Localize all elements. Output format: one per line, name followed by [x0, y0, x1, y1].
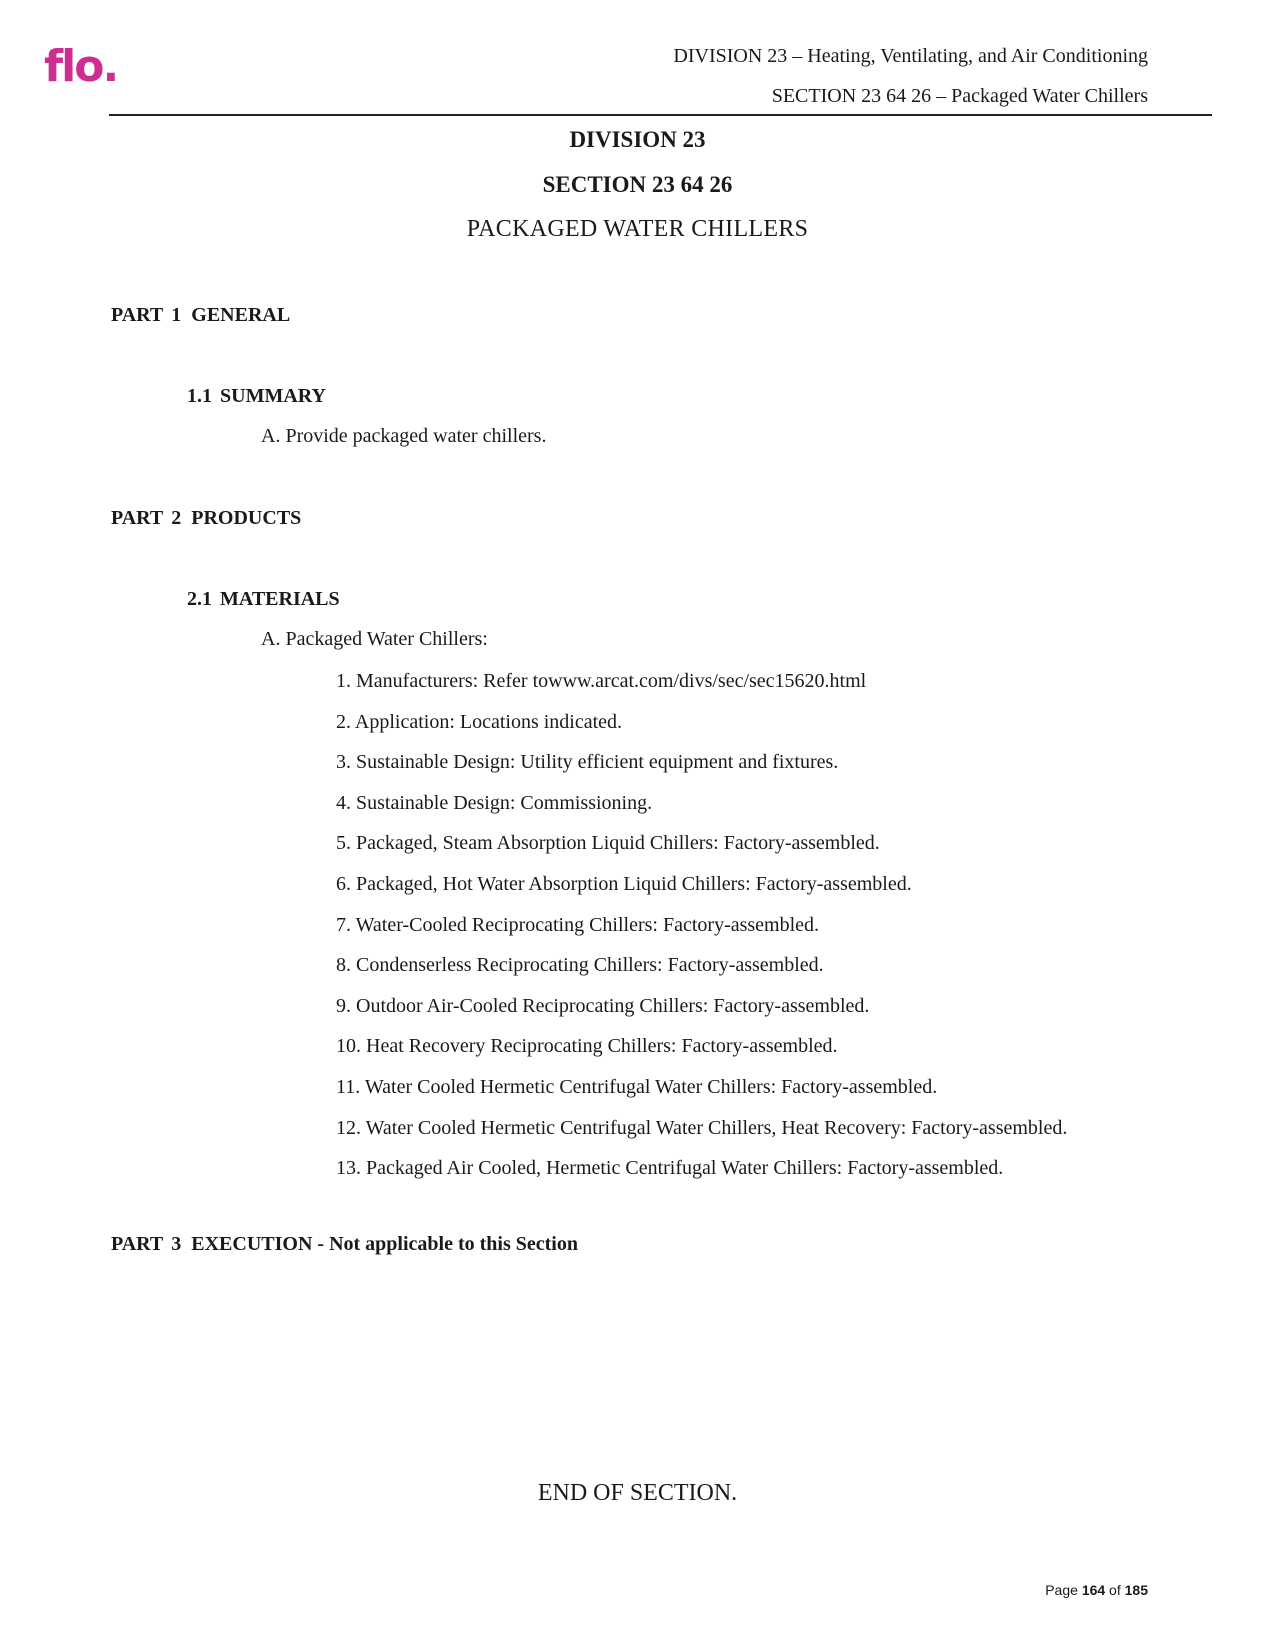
sub-1-1-label: SUMMARY [220, 385, 326, 407]
logo-text: flo. [44, 44, 118, 92]
part2-label: PRODUCTS [191, 507, 302, 529]
list-item: 12. Water Cooled Hermetic Centrifugal Water Chillers, Heat Recovery: Factory-assembled. [336, 1116, 1068, 1139]
list-item: 10. Heat Recovery Reciprocating Chillers: Factory-assembled. [336, 1035, 838, 1058]
header-section: SECTION 23 64 26 – Packaged Water Chillers [771, 85, 1148, 107]
header-division: DIVISION 23 – Heating, Ventilating, and Air Conditioning [673, 45, 1148, 67]
page-number [1045, 1582, 1148, 1598]
part3-heading [111, 1233, 578, 1256]
list-item: 7. Water-Cooled Reciprocating Chillers: Factory-assembled. [336, 913, 820, 936]
list-item: 13. Packaged Air Cooled, Hermetic Centrifugal Water Chillers: Factory-assembled. [336, 1157, 1004, 1180]
page-current: 164 [1081, 1582, 1106, 1598]
list-item: 4. Sustainable Design: Commissioning. [336, 791, 653, 814]
flo-logo [44, 44, 144, 92]
part1-number: 1 [171, 304, 182, 326]
list-item: 5. Packaged, Steam Absorption Liquid Chillers: Factory-assembled. [336, 832, 880, 855]
part1-label: GENERAL [191, 304, 291, 326]
list-item: 3. Sustainable Design: Utility efficient equipment and fixtures. [336, 751, 839, 774]
part2-prefix: PART [111, 507, 164, 529]
page-total: 185 [1124, 1582, 1148, 1598]
part3-suffix: - Not applicable to this Section [312, 1233, 578, 1255]
materials-paragraph: A. Packaged Water Chillers: [261, 628, 488, 650]
list-item: 6. Packaged, Hot Water Absorption Liquid Chillers: Factory-assembled. [336, 872, 912, 895]
header-rule [109, 114, 1212, 116]
title-division: DIVISION 23 [569, 127, 706, 152]
list-item: 11. Water Cooled Hermetic Centrifugal Water Chillers: Factory-assembled. [336, 1075, 938, 1098]
page-of: of [1105, 1582, 1125, 1598]
page-prefix: Page [1045, 1582, 1082, 1598]
list-item: 8. Condenserless Reciprocating Chillers: Factory-assembled. [336, 954, 824, 977]
part3-prefix: PART [111, 1233, 164, 1255]
title-section: SECTION 23 64 26 [542, 172, 733, 197]
list-item: 2. Application: Locations indicated. [336, 710, 623, 733]
part3-number: 3 [171, 1233, 182, 1255]
sub-1-1-number: 1.1 [187, 385, 212, 407]
sub-2-1-label: MATERIALS [220, 588, 340, 610]
summary-paragraph: A. Provide packaged water chillers. [261, 425, 547, 447]
title-name: PACKAGED WATER CHILLERS [466, 216, 809, 242]
materials-list [336, 669, 1067, 1197]
part3-label: EXECUTION [191, 1233, 313, 1255]
list-item: 1. Manufacturers: Refer towww.arcat.com/divs/sec/sec15620.html [336, 670, 867, 692]
sub-1-1-heading [187, 385, 326, 408]
part1-prefix: PART [111, 304, 164, 326]
part2-heading [111, 507, 301, 530]
list-item: 9. Outdoor Air-Cooled Reciprocating Chillers: Factory-assembled. [336, 994, 870, 1017]
end-of-section: END OF SECTION. [537, 1480, 738, 1506]
part2-number: 2 [171, 507, 182, 529]
sub-2-1-number: 2.1 [187, 588, 212, 610]
part1-heading [111, 304, 290, 327]
sub-2-1-heading [187, 588, 340, 611]
